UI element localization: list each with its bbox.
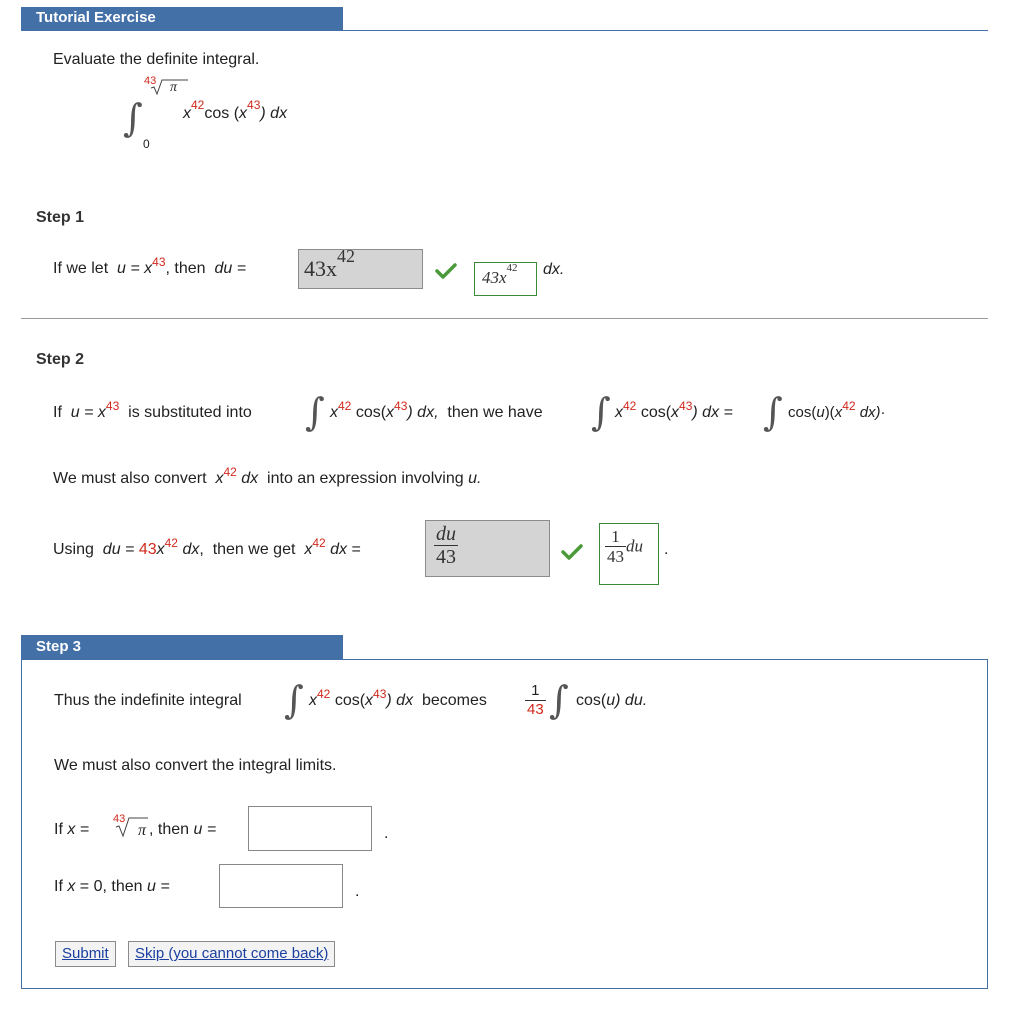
du-feedback-box: $43x^{42}$: [474, 262, 537, 296]
lower-limit-statement: If x = 0, then u =: [54, 878, 170, 895]
upper-period: .: [384, 825, 389, 842]
step1-dx: dx.: [543, 261, 565, 278]
upper-limit-u-input[interactable]: [248, 806, 372, 851]
lower-period: .: [355, 883, 360, 900]
step2-period: .: [664, 541, 669, 558]
submit-button[interactable]: Submit: [55, 941, 116, 967]
step2-line2: We must also convert $x^{42}$ dx into an expression involving u.: [53, 465, 482, 487]
step3-thus: Thus the indefinite integral: [54, 692, 242, 709]
upper-limit-index: 43: [144, 75, 157, 87]
skip-button[interactable]: Skip (you cannot come back): [128, 941, 335, 967]
lower-limit: 0: [143, 137, 150, 151]
step2-heading: Step 2: [36, 351, 85, 368]
correct-check-icon-2: [561, 544, 583, 560]
header-rule: [21, 30, 988, 31]
step2-integrand-1: $x^{42}$ $\cos(x^{43})$ dx, then we have: [330, 399, 543, 421]
step3-integrand: $x^{42}$ $\cos(x^{43})$ dx becomes: [309, 687, 487, 709]
upper-limit-statement: If x =: [54, 821, 90, 838]
definite-integral: [115, 75, 375, 155]
integral-sign-5: ∫: [549, 678, 569, 722]
integral-sign: ∫: [123, 96, 143, 140]
tutorial-exercise-tab: Tutorial Exercise: [21, 7, 343, 30]
upper-limit-then: , then u =: [149, 821, 217, 838]
integrand: $x^{42}\cos$ $(x^{43})$ dx: [183, 98, 288, 122]
integral-sign-4: ∫: [284, 678, 304, 722]
convert-limits-text: We must also convert the integral limits.: [54, 757, 337, 774]
x42dx-answer-box[interactable]: $\frac{du}{43}$: [425, 520, 550, 577]
limit-root-index: 43: [113, 813, 126, 825]
x42dx-feedback-box: $\frac{1}{43}$ du: [599, 523, 659, 585]
integral-sign-3: ∫: [763, 390, 783, 434]
upper-limit-radicand: π: [170, 80, 178, 95]
integral-sign-2: ∫: [591, 390, 611, 434]
du-answer-box[interactable]: $43x^{42}$: [298, 249, 423, 289]
instruction-text: Evaluate the definite integral.: [53, 51, 260, 68]
step2-integrand-3: $\cos(u)(x^{42}$ dx)·: [788, 399, 886, 421]
limit-radicand: π: [138, 822, 147, 839]
step1-statement: If we let $u = x^{43}$, then du =: [53, 255, 247, 277]
step3-tab: Step 3: [21, 635, 343, 659]
integral-sign-1: ∫: [305, 390, 325, 434]
step2-integrand-2: $x^{42}$ $\cos(x^{43})$ dx =: [615, 399, 733, 421]
step2-line1-start: If $u = x^{43}$ is substituted into: [53, 399, 252, 421]
step1-heading: Step 1: [36, 209, 85, 226]
one-over-43-fraction: $\frac{1}{43}$: [527, 682, 544, 718]
step2-line3: Using du = $43x^{42}$ dx, then we get $x^{42}$ dx =: [53, 536, 361, 558]
step-divider: [21, 318, 988, 319]
correct-check-icon: [435, 263, 457, 279]
lower-limit-u-input[interactable]: [219, 864, 343, 908]
step3-cos-u: cos(u) du.: [576, 692, 648, 709]
